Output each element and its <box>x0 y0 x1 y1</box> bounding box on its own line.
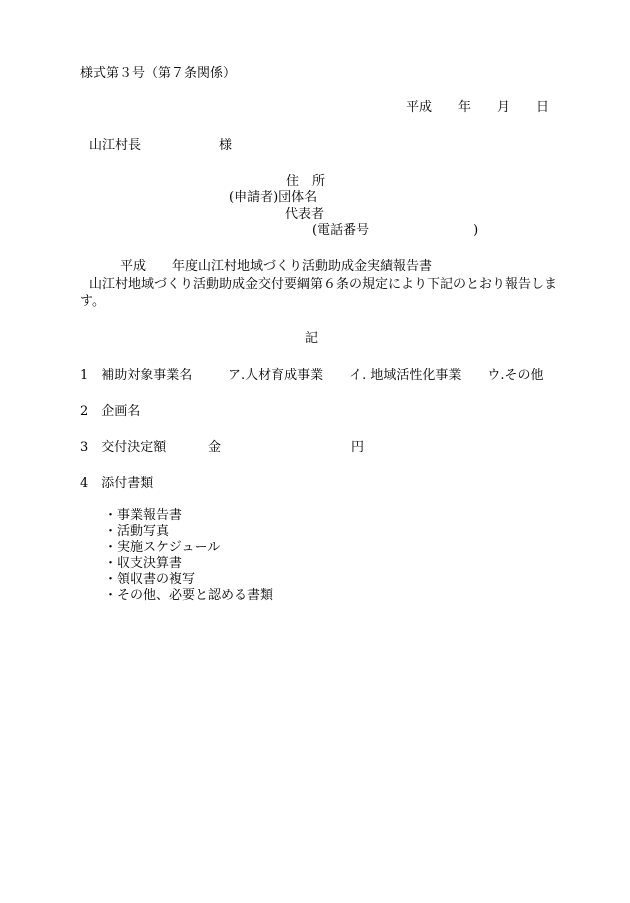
report-title: 平成 年度山江村地域づくり活動助成金実績報告書 <box>120 259 433 274</box>
addressee: 山江村長 様 <box>89 138 233 153</box>
representative-label: 代表者 <box>285 207 325 222</box>
item-4-label: 4 添付書類 <box>80 476 154 491</box>
date-line: 平成 年 月 日 <box>406 100 550 115</box>
item-2-label: 2 企画名 <box>80 404 141 419</box>
list-item: ・ その他、必要と認める書類 <box>104 588 273 604</box>
list-item: ・ 事業報告書 <box>104 508 273 524</box>
item-1-label: 1 補助対象事業名 <box>80 368 193 383</box>
body-text-line-2: す。 <box>80 294 105 309</box>
body-text-line-1: 山江村地域づくり活動助成金交付要綱第６条の規定により下記のとおり報告しま <box>89 277 558 292</box>
ki-heading: 記 <box>305 331 319 346</box>
item-3-amount: 金 円 <box>208 440 365 455</box>
list-item: ・ 実施スケジュール <box>104 540 273 556</box>
group-name-label: (申請者)団体名 <box>229 190 318 205</box>
list-item: ・ 収支決算書 <box>104 556 273 572</box>
phone-label: (電話番号 ) <box>312 223 479 238</box>
item-3-label: 3 交付決定額 <box>80 440 167 455</box>
item-1-options: ア.人材育成事業 イ. 地域活性化事業 ウ.その他 <box>228 368 544 383</box>
form-number: 様式第３号（第７条関係） <box>80 66 237 81</box>
list-item: ・ 領収書の複写 <box>104 572 273 588</box>
list-item: ・ 活動写真 <box>104 524 273 540</box>
attachment-list <box>104 508 273 604</box>
address-label: 住 所 <box>286 174 326 189</box>
